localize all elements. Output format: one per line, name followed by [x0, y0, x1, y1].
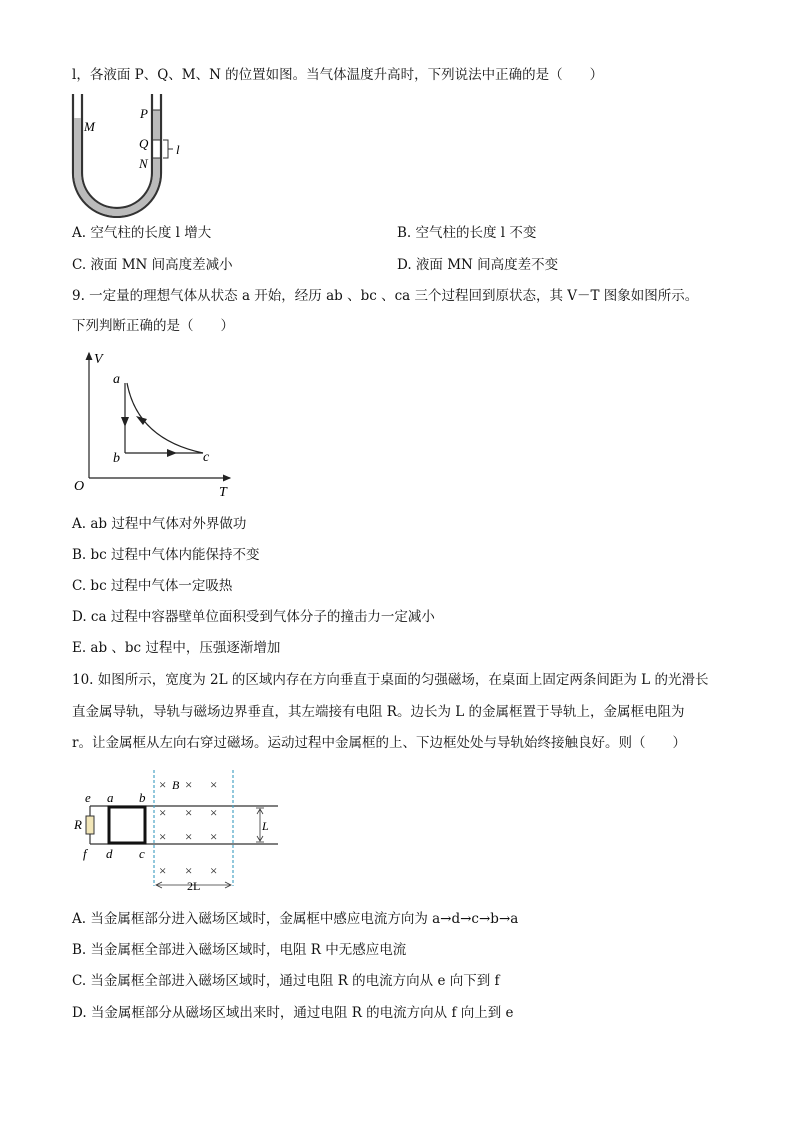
q8-u-tube-figure [60, 88, 200, 218]
point-a-label: a [113, 372, 120, 387]
field-cross: × [210, 863, 218, 878]
field-cross: × [159, 829, 167, 844]
q9-option-d[interactable]: D. ca 过程中容器壁单位面积受到气体分子的撞击力一定减小 [72, 609, 435, 625]
q10-option-d[interactable]: D. 当金属框部分从磁场区域出来时，通过电阻 R 的电流方向从 f 向上到 e [72, 1005, 514, 1021]
field-cross: × [159, 863, 167, 878]
origin-label: O [74, 479, 85, 494]
point-c-label: c [203, 450, 210, 465]
label-b: b [139, 790, 146, 805]
label-n: N [139, 156, 148, 171]
q10-option-a[interactable]: A. 当金属框部分进入磁场区域时，金属框中感应电流方向为 a→d→c→b→a [72, 911, 519, 927]
label-e: e [85, 790, 91, 805]
q8-option-c[interactable]: C. 液面 MN 间高度差减小 [72, 257, 233, 273]
q10-stem-line1: 10. 如图所示，宽度为 2L 的区域内存在方向垂直于桌面的匀强磁场，在桌面上固定两条间距为 L 的光滑长 [72, 672, 709, 688]
label-p: P [140, 106, 148, 121]
q10-stem-line2: 直金属导轨，导轨与磁场边界垂直，其左端接有电阻 R。边长为 L 的金属框置于导轨上，金属框电阻为 [72, 704, 685, 720]
field-cross: × [185, 829, 193, 844]
q10-option-b[interactable]: B. 当金属框全部进入磁场区域时，电阻 R 中无感应电流 [72, 942, 407, 958]
q8-option-d[interactable]: D. 液面 MN 间高度差不变 [397, 257, 559, 273]
q9-option-e[interactable]: E. ab 、bc 过程中，压强逐渐增加 [72, 640, 281, 656]
q9-option-c[interactable]: C. bc 过程中气体一定吸热 [72, 578, 233, 594]
q9-stem-line1: 9. 一定量的理想气体从状态 a 开始，经历 ab 、bc 、ca 三个过程回到原状态，其 V－T 图象如图所示。 [72, 288, 699, 304]
axis-v-label: V [94, 352, 103, 367]
label-r: R [74, 817, 82, 832]
field-cross: × [185, 805, 193, 820]
label-d: d [106, 846, 113, 861]
label-l: l [176, 142, 180, 157]
field-cross: × [210, 805, 218, 820]
q8-option-b[interactable]: B. 空气柱的长度 l 不变 [397, 225, 537, 241]
label-f: f [83, 846, 87, 861]
field-cross: × [159, 777, 167, 792]
field-cross: × [185, 863, 193, 878]
q10-rail-figure [72, 764, 292, 894]
q9-option-a[interactable]: A. ab 过程中气体对外界做功 [72, 516, 247, 532]
label-m: M [84, 119, 95, 134]
field-cross: × [210, 777, 218, 792]
q8-stem: l，各液面 P、Q、M、N 的位置如图。当气体温度升高时，下列说法中正确的是（ ） [72, 67, 604, 83]
field-cross: × [185, 777, 193, 792]
label-field-b: B [172, 778, 180, 792]
q9-vt-graph [70, 345, 240, 505]
q9-stem-line2: 下列判断正确的是（ ） [72, 318, 234, 334]
q10-stem-line3: r。让金属框从左向右穿过磁场。运动过程中金属框的上、下边框处处与导轨始终接触良好。则（ ） [72, 735, 686, 751]
q10-option-c[interactable]: C. 当金属框全部进入磁场区域时，通过电阻 R 的电流方向从 e 向下到 f [72, 973, 500, 989]
field-cross: × [210, 829, 218, 844]
label-c: c [139, 846, 145, 861]
label-q: Q [139, 136, 149, 151]
label-width-l: L [262, 819, 269, 833]
field-cross: × [159, 805, 167, 820]
point-b-label: b [113, 451, 120, 466]
label-a: a [107, 790, 114, 805]
axis-t-label: T [219, 485, 227, 500]
q8-option-a[interactable]: A. 空气柱的长度 l 增大 [72, 225, 212, 241]
q9-option-b[interactable]: B. bc 过程中气体内能保持不变 [72, 547, 260, 563]
label-width-2l: 2L [187, 879, 201, 893]
